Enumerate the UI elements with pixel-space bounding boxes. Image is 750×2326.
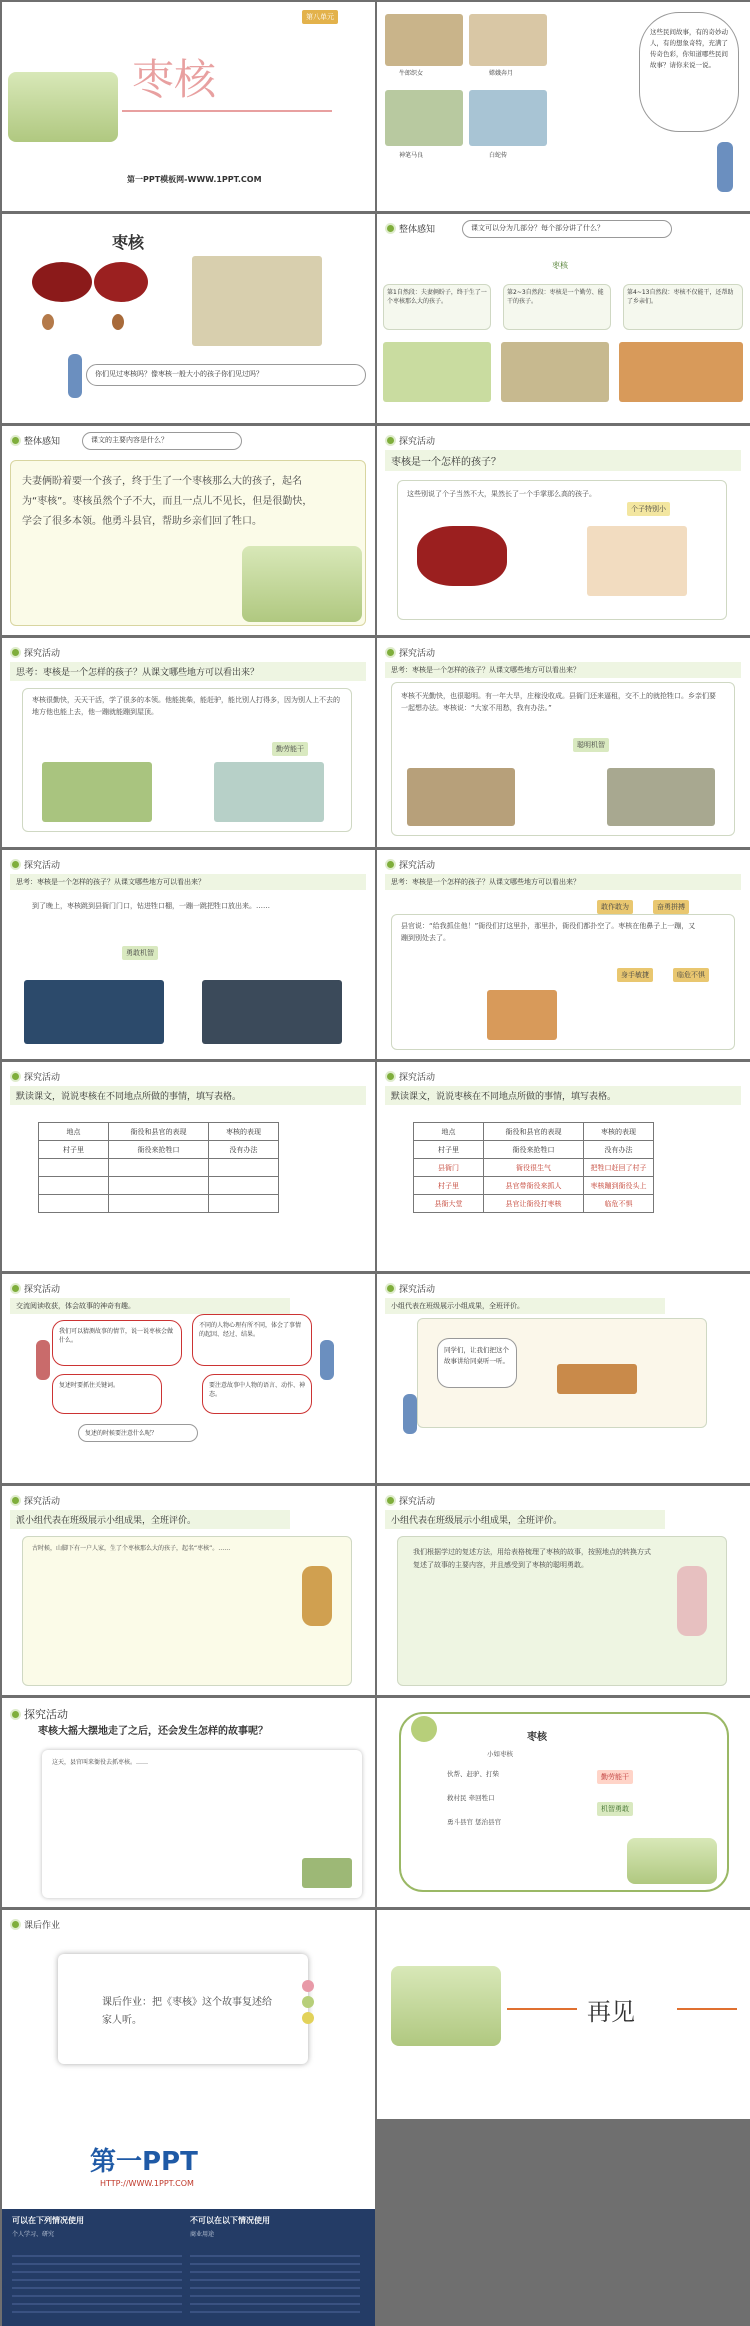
slide-continue-story (2, 1698, 375, 1907)
table-cell: 把牲口赶回了村子 (584, 1159, 654, 1177)
bullet-icon (385, 1283, 396, 1294)
couple-illustration (8, 72, 118, 142)
teacher-illustration (677, 1566, 707, 1636)
table-row (39, 1177, 279, 1195)
section-label (10, 858, 60, 871)
section-label (10, 1070, 60, 1083)
question-bar: 交流阅读收获，体会故事的神奇有趣。 (10, 1298, 290, 1314)
section-label (385, 1070, 435, 1083)
table-row (39, 1141, 279, 1159)
section-label-text: 探究活动 (399, 649, 436, 659)
trait-tag: 勇敢机智 (122, 946, 158, 960)
text-paragraph: 这天，县官叫来衙役去抓枣核。…… (52, 1759, 149, 1766)
section-label-text: 探究活动 (399, 1497, 436, 1507)
section-label-text: 课后作业 (24, 1921, 61, 1931)
table-row (414, 1159, 654, 1177)
section-label-text: 探究活动 (24, 861, 61, 871)
section-label-text: 探究活动 (399, 861, 436, 871)
donkey-scene (42, 762, 152, 822)
table-cell: 县官带衙役来抓人 (484, 1177, 584, 1195)
slide-explore-5 (377, 850, 750, 1059)
board-row-1: 小如枣核 (487, 1750, 513, 1758)
text-paragraph: 我们根据学过的复述方法，用给表格梳理了枣核的故事，按照地点的转换方式复述了故事的主要内容，并且感受到了枣核的聪明勇敢。 (413, 1548, 651, 1569)
bullet-icon (385, 859, 396, 870)
table-header-row (39, 1123, 279, 1141)
slide-retell-tips (2, 1274, 375, 1483)
date-photo-1 (32, 262, 92, 302)
speech-bubble: 同学们，让我们把这个故事讲给同桌听一听。 (437, 1338, 517, 1388)
title-underline (122, 110, 332, 112)
bullet-icon (10, 647, 21, 658)
field-scene (214, 762, 324, 822)
location-table (38, 1122, 279, 1213)
table-cell (109, 1177, 209, 1195)
trait-tag-1: 敢作敢为 (597, 900, 633, 914)
official-illustration (487, 990, 557, 1040)
question-bubble: 课文可以分为几部分？每个部分讲了什么？ (462, 220, 672, 238)
thumb-label-1: 牛郎织女 (399, 70, 424, 77)
bullet-icon (385, 435, 396, 446)
section-label (385, 1282, 435, 1295)
section-label (385, 222, 435, 235)
table-cell: 县衙大堂 (414, 1195, 484, 1213)
tip-bubble-2: 不同的人物心理有所不同，体会了事情的起因、经过、结果。 (192, 1314, 312, 1366)
section-label-text: 探究活动 (399, 1073, 436, 1083)
bullet-icon (10, 1919, 21, 1930)
summary-text: 夫妻俩盼着要一个孩子，终于生了一个枣核那么大的孩子，起名为“枣核”。枣核虽然个子不大，而且一点儿不见长，但是很勤快，学会了很多本领。他勇斗县官，帮助乡亲们回了牲口。 (22, 476, 313, 527)
teacher-illustration (403, 1394, 417, 1434)
question-bar: 思考：枣核是一个怎样的孩子？从课文哪些地方可以看出来？ (10, 874, 366, 890)
table-header: 衙役和县官的表现 (484, 1123, 584, 1141)
slide-heading: 枣核 (112, 233, 145, 252)
table-header: 枣核的表现 (584, 1123, 654, 1141)
dot-icon (302, 1980, 314, 1992)
slide-title-text: 枣核 (132, 55, 217, 104)
section-label-text: 探究活动 (24, 1285, 61, 1295)
yamen-scene (607, 768, 715, 826)
table-row (414, 1141, 654, 1159)
divider-line (507, 2008, 577, 2010)
dot-icon (302, 1996, 314, 2008)
section-label-text: 整体感知 (24, 437, 61, 447)
slide-explore-4 (2, 850, 375, 1059)
slide-group-show-1 (2, 1486, 375, 1695)
scene-3 (619, 342, 743, 402)
slide-group-show-2 (377, 1486, 750, 1695)
trait-tag-3: 身手敏捷 (617, 968, 653, 982)
couple-illustration (391, 1966, 501, 2046)
trait-tag: 勤劳能干 (272, 742, 308, 756)
trait-tag-4: 临危不惧 (673, 968, 709, 982)
left-note: 个人学习、研究 (12, 2231, 55, 2238)
table-header: 枣核的表现 (209, 1123, 279, 1141)
section-label-text: 整体感知 (399, 225, 436, 235)
village-scene (407, 768, 515, 826)
question-bar: 小组代表在班级展示小组成果，全班评价。 (385, 1298, 665, 1314)
trait-tag: 聪明机智 (573, 738, 609, 752)
slide-board (377, 1698, 750, 1907)
thumb-3 (385, 90, 463, 146)
question-bar: 派小组代表在班级展示小组成果，全班评价。 (10, 1510, 290, 1529)
trait-tag-2: 机智勇敢 (597, 1802, 633, 1816)
table-cell: 枣核蹦到衙役头上 (584, 1177, 654, 1195)
question-bubble: 你们见过枣核吗？像枣核一般大小的孩子你们见过吗？ (86, 364, 366, 386)
left-title: 可以在下列情况使用 (12, 2216, 84, 2225)
table-cell: 临危不惧 (584, 1195, 654, 1213)
section-label (385, 1494, 435, 1507)
board-row-4: 勇斗县官 惩治县官 (447, 1818, 502, 1826)
dates-photo (417, 526, 507, 586)
site-text: 第一PPT模板网-WWW.1PPT.COM (127, 175, 262, 184)
pit-photo-1 (42, 314, 54, 330)
slide-main-content (2, 426, 375, 635)
part-box-3: 第4~13自然段：枣核不仅能干，还帮助了乡亲们。 (623, 284, 743, 330)
text-line: 这些别说了个子当然不大，果然长了一个手掌那么高的孩子。 (407, 490, 596, 498)
table-cell: 村子里 (414, 1177, 484, 1195)
bullet-icon (10, 1071, 21, 1082)
right-title: 不可以在以下情况使用 (190, 2216, 270, 2225)
bullet-icon (10, 1283, 21, 1294)
question-heading: 枣核大摇大摆地走了之后，还会发生怎样的故事呢？ (38, 1726, 268, 1737)
slide-explore-3 (377, 638, 750, 847)
table-cell: 县衙门 (414, 1159, 484, 1177)
goodbye-text: 再见 (587, 1998, 635, 2026)
night-scene-1 (24, 980, 164, 1044)
table-cell (39, 1159, 109, 1177)
slide-folktales (377, 2, 750, 211)
palm-illustration (587, 526, 687, 596)
pit-photo-2 (112, 314, 124, 330)
section-label-text: 探究活动 (24, 1073, 61, 1083)
board-row-2: 伙帮、赶驴、打柴 (447, 1770, 499, 1778)
slide-explore-2 (2, 638, 375, 847)
section-label-text: 探究活动 (24, 1708, 68, 1721)
board-title: 枣核 (527, 1732, 547, 1743)
table-cell: 衙役很生气 (484, 1159, 584, 1177)
girl-illustration (717, 142, 733, 192)
section-label-text: 探究活动 (24, 649, 61, 659)
question-bar: 枣核是一个怎样的孩子？ (385, 450, 741, 471)
tip-bubble-3: 复述时要抓住关键词。 (52, 1374, 162, 1414)
scene-2 (501, 342, 609, 402)
text-paragraph: 县官说：“给我抓住他！”衙役们打这里扑，那里扑，衙役们都扑空了。枣核在他鼻子上一蹦，又蹦到别处去了。 (401, 922, 696, 942)
section-label (10, 1494, 60, 1507)
thumb-1 (385, 14, 463, 66)
tip-bubble-4: 要注意故事中人物的语言、动作、神态。 (202, 1374, 312, 1414)
table-header: 地点 (39, 1123, 109, 1141)
section-label (10, 434, 60, 447)
section-label (10, 1706, 68, 1722)
dot-icon (302, 2012, 314, 2024)
bullet-icon (10, 1709, 21, 1720)
slide-date-pit (2, 214, 375, 423)
table-row (39, 1195, 279, 1213)
section-label-text: 探究活动 (399, 1285, 436, 1295)
center-label: 枣核 (552, 261, 568, 270)
thumb-label-3: 神笔马良 (399, 152, 424, 159)
question-bubble: 课文的主要内容是什么？ (82, 432, 242, 450)
tip-bubble-1: 我们可以猜测故事的情节，说一说枣核会做什么。 (52, 1320, 182, 1366)
table-cell: 县官让衙役打枣核 (484, 1195, 584, 1213)
right-note: 商业用途 (190, 2231, 215, 2238)
homework-text: 课后作业：把《枣核》这个故事复述给家人听。 (102, 1997, 272, 2026)
bullet-icon (385, 223, 396, 234)
question-bubble: 复述的时候要注意什么呢？ (78, 1424, 198, 1442)
question-bar: 小组代表在班级展示小组成果，全班评价。 (385, 1510, 665, 1529)
text-paragraph: 古时候，山脚下有一户人家，生了个枣核那么大的孩子，起名“枣核”。…… (32, 1545, 231, 1552)
section-label (10, 1282, 60, 1295)
badge-icon (411, 1716, 437, 1742)
table-header-row (414, 1123, 654, 1141)
footer-slide (2, 2115, 375, 2326)
couple-illustration (242, 546, 362, 622)
section-label (10, 646, 60, 659)
slide-homework (2, 1910, 375, 2119)
table-header: 地点 (414, 1123, 484, 1141)
table-cell (109, 1159, 209, 1177)
slide-title (2, 2, 375, 211)
table-row (39, 1159, 279, 1177)
table-row (414, 1177, 654, 1195)
board-row-3: 救村民 牵回牲口 (447, 1794, 495, 1802)
table-cell (39, 1195, 109, 1213)
part-box-1: 第1自然段：夫妻俩盼子，终于生了一个枣核那么大的孩子。 (383, 284, 491, 330)
table-header: 衙役和县官的表现 (109, 1123, 209, 1141)
brand-logo: 第一PPT (90, 2147, 198, 2177)
table-cell (39, 1177, 109, 1195)
table-cell (209, 1159, 279, 1177)
text-paragraph: 枣核不光勤快，也很聪明。有一年大旱，庄稼没收成。县衙门还来逼租，交不上的就抢牲口。乡亲们要一起想办法。枣核说：“大家不用愁，我有办法。” (401, 692, 716, 712)
speech-bubble: 这些民间故事，有的奇妙动人，有的想象奇特，充满了传奇色彩，你知道哪些民间故事？请你来说一说。 (639, 12, 739, 132)
couple-illustration (627, 1838, 717, 1884)
bullet-icon (385, 1071, 396, 1082)
section-label (385, 434, 435, 447)
night-scene-2 (202, 980, 342, 1044)
section-label (10, 1918, 60, 1931)
section-label (385, 858, 435, 871)
thumb-label-4: 白蛇传 (489, 152, 508, 159)
small-illustration (302, 1858, 352, 1888)
child-illustration (36, 1340, 50, 1380)
bullet-icon (385, 1495, 396, 1506)
location-table (413, 1122, 654, 1213)
scene-1 (383, 342, 491, 402)
thumb-2 (469, 14, 547, 66)
table-cell: 衙役来抢牲口 (109, 1141, 209, 1159)
text-paragraph: 枣核很勤快，天天干活，学了很多的本领。他能挑柴，能赶驴，能比别人打得多，因为别人上不去的地方他也能上去，他一蹦就能蹦到屋顶。 (32, 696, 340, 716)
table-cell (209, 1195, 279, 1213)
text-paragraph: 到了晚上，枣核跳到县衙门门口，钻进牲口棚，一蹦一跳把牲口放出来。…… (32, 902, 270, 910)
bullet-icon (10, 435, 21, 446)
thumb-4 (469, 90, 547, 146)
brand-url: HTTP://WWW.1PPT.COM (100, 2179, 194, 2188)
section-label-text: 探究活动 (399, 437, 436, 447)
bullet-icon (10, 859, 21, 870)
question-bar: 思考：枣核是一个怎样的孩子？从课文哪些地方可以看出来？ (385, 662, 741, 678)
divider-line (677, 2008, 737, 2010)
table-cell (209, 1177, 279, 1195)
scene-illustration (192, 256, 322, 346)
bullet-icon (10, 1495, 21, 1506)
question-bar: 默读课文，说说枣核在不同地点所做的事情，填写表格。 (10, 1086, 366, 1105)
section-label (385, 646, 435, 659)
table-cell: 衙役来抢牲口 (484, 1141, 584, 1159)
date-photo-2 (94, 262, 148, 302)
question-bar: 思考：枣核是一个怎样的孩子？从课文哪些地方可以看出来？ (385, 874, 741, 890)
table-cell: 村子里 (39, 1141, 109, 1159)
slide-goodbye (377, 1910, 750, 2119)
part-box-2: 第2~3自然段：枣核是一个勤劳、能干的孩子。 (503, 284, 611, 330)
slide-table-filled (377, 1062, 750, 1271)
child-illustration (320, 1340, 334, 1380)
table-cell: 没有办法 (209, 1141, 279, 1159)
question-bar: 默读课文，说说枣核在不同地点所做的事情，填写表格。 (385, 1086, 741, 1105)
trait-tag-1: 勤劳能干 (597, 1770, 633, 1784)
slide-share (377, 1274, 750, 1483)
slide-overview-parts (377, 214, 750, 423)
slide-table-blank (2, 1062, 375, 1271)
trait-tag-2: 奋勇拼搏 (653, 900, 689, 914)
child-illustration (302, 1566, 332, 1626)
link-list-right (190, 2255, 360, 2315)
table-cell (109, 1195, 209, 1213)
desk-illustration (557, 1364, 637, 1394)
table-cell: 村子里 (414, 1141, 484, 1159)
slide-explore-1 (377, 426, 750, 635)
link-list-left (12, 2255, 182, 2315)
unit-tag: 第八单元 (302, 10, 338, 24)
section-label-text: 探究活动 (24, 1497, 61, 1507)
girl-illustration (68, 354, 82, 398)
table-cell: 没有办法 (584, 1141, 654, 1159)
question-bar: 思考：枣核是一个怎样的孩子？从课文哪些地方可以看出来？ (10, 662, 366, 681)
bullet-icon (385, 647, 396, 658)
thumb-label-2: 嫦娥奔月 (489, 70, 514, 77)
table-row (414, 1195, 654, 1213)
note-tag: 个子特别小 (627, 502, 670, 516)
